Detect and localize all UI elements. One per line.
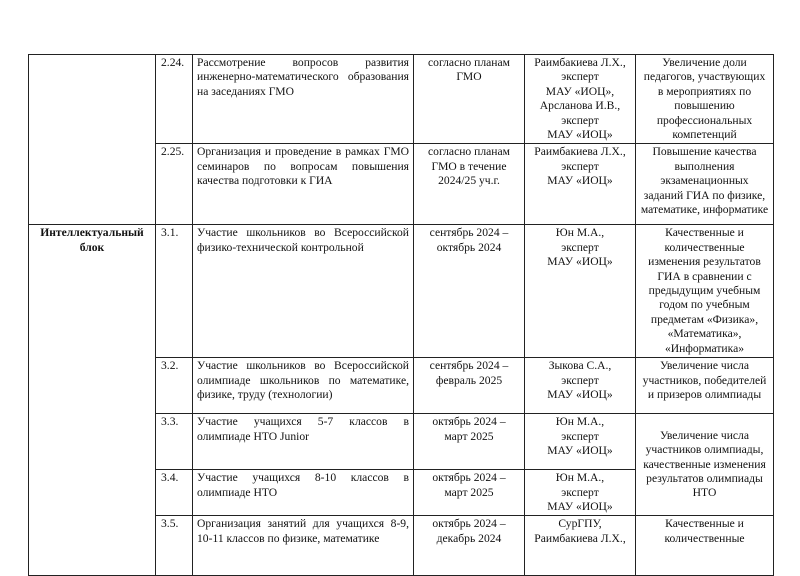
row-number: 3.4. xyxy=(156,470,193,516)
dates: согласно планам ГМО в течение 2024/25 уч.г. xyxy=(414,144,525,225)
responsible: Юн М.А., эксперт МАУ «ИОЦ» xyxy=(525,414,636,470)
block-name: Интеллектуальный блок xyxy=(29,225,156,576)
activity: Организация занятий для учащихся 8-9, 10-11 классов по физике, математике xyxy=(193,516,414,576)
activity: Участие учащихся 8-10 классов в олимпиаде НТО xyxy=(193,470,414,516)
responsible: Раимбакиева Л.Х., эксперт МАУ «ИОЦ» xyxy=(525,144,636,225)
activity: Участие школьников во Всероссийской олимпиаде школьников по математике, физике, труду (технологии) xyxy=(193,358,414,414)
dates: сентябрь 2024 – февраль 2025 xyxy=(414,358,525,414)
responsible: Раимбакиева Л.Х., эксперт МАУ «ИОЦ», Арсланова И.В., эксперт МАУ «ИОЦ» xyxy=(525,55,636,144)
row-number: 3.1. xyxy=(156,225,193,358)
responsible: Юн М.А., эксперт МАУ «ИОЦ» xyxy=(525,225,636,358)
row-number: 3.5. xyxy=(156,516,193,576)
row-number: 3.2. xyxy=(156,358,193,414)
table-row xyxy=(29,225,774,358)
result: Качественные и количественные xyxy=(636,516,774,576)
dates: октябрь 2024 – март 2025 xyxy=(414,470,525,516)
responsible: Зыкова С.А., эксперт МАУ «ИОЦ» xyxy=(525,358,636,414)
responsible: Юн М.А., эксперт МАУ «ИОЦ» xyxy=(525,470,636,516)
result: Увеличение числа участников олимпиады, качественные изменения результатов олимпиады НТО xyxy=(636,414,774,516)
row-number: 3.3. xyxy=(156,414,193,470)
dates: согласно планам ГМО xyxy=(414,55,525,144)
result: Увеличение числа участников, победителей и призеров олимпиады xyxy=(636,358,774,414)
result: Качественные и количественные изменения результатов ГИА в сравнении с предыдущим учебным годом по учебным предметам «Физика», «Математика», «Информатика» xyxy=(636,225,774,358)
responsible: СурГПУ, Раимбакиева Л.Х., xyxy=(525,516,636,576)
row-number: 2.24. xyxy=(156,55,193,144)
block-cell-empty xyxy=(29,55,156,225)
plan-table xyxy=(28,54,774,576)
dates: октябрь 2024 – март 2025 xyxy=(414,414,525,470)
row-number: 2.25. xyxy=(156,144,193,225)
activity: Участие школьников во Всероссийской физико-технической контрольной xyxy=(193,225,414,358)
activity: Организация и проведение в рамках ГМО семинаров по вопросам повышения качества подготовки к ГИА xyxy=(193,144,414,225)
result: Повышение качества выполнения экзаменационных заданий ГИА по физике, математике, информатике xyxy=(636,144,774,225)
activity: Рассмотрение вопросов развития инженерно-математического образования на заседаниях ГМО xyxy=(193,55,414,144)
table-row xyxy=(29,55,774,144)
dates: сентябрь 2024 – октябрь 2024 xyxy=(414,225,525,358)
activity: Участие учащихся 5-7 классов в олимпиаде НТО Junior xyxy=(193,414,414,470)
result: Увеличение доли педагогов, участвующих в мероприятиях по повышению профессиональных компетенций xyxy=(636,55,774,144)
dates: октябрь 2024 – декабрь 2024 xyxy=(414,516,525,576)
